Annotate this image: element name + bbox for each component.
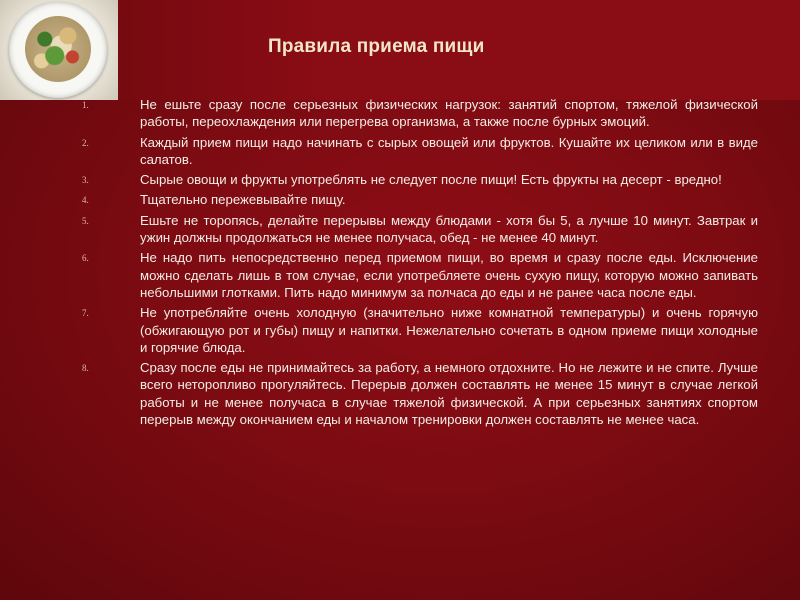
item-text: Ешьте не торопясь, делайте перерывы между блюдами - хотя бы 5, а лучше 10 минут. Завтрак и ужин должны продолжаться не менее получаса, обед - не менее 40 минут. <box>140 212 758 246</box>
plate-icon <box>9 2 107 98</box>
item-number: 7. <box>82 308 89 319</box>
list-item <box>82 191 758 208</box>
list-item <box>82 249 758 301</box>
item-number: 2. <box>82 137 89 148</box>
list-item <box>82 212 758 247</box>
item-text: Не ешьте сразу после серьезных физических нагрузок: занятий спортом, тяжелой физической работы, переохлаждения или перегрева организма, а также после бурных эмоций. <box>140 97 758 130</box>
item-number: 4. <box>82 195 89 206</box>
list-item <box>82 304 758 356</box>
list-item <box>82 171 758 188</box>
item-text: Каждый прием пищи надо начинать с сырых овощей или фруктов. Кушайте их целиком или в виде салатов. <box>140 134 758 167</box>
salad-icon <box>25 16 91 82</box>
item-text: Не надо пить непосредственно перед приемом пищи, во время и сразу после еды. Исключение можно сделать лишь в том случае, если употребляете очень сухую пищу, которую можно запивать небольшими глотками. Пить надо минимум за полчаса до еды и не ранее часа после еды. <box>140 250 758 300</box>
item-number: 5. <box>82 215 89 226</box>
item-number: 1. <box>82 100 89 110</box>
item-text: Сразу после еды не принимайтесь за работу, а немного отдохните. Но не лежите и не спите. Лучше всего неторопливо прогуляйтесь. Перерыв должен составлять не менее 15 минут в случае легкой работы и не менее получаса в случае тяжелой физической. А при серьезных занятиях спортом перерыв между окончанием еды и началом тренировки должен составлять не менее часа. <box>140 360 758 428</box>
list-item <box>82 359 758 428</box>
item-text: Тщательно пережевывайте пищу. <box>140 192 346 208</box>
list-item <box>82 134 758 169</box>
item-text: Сырые овощи и фрукты употреблять не следует после пищи! Есть фрукты на десерт - вредно! <box>140 172 722 188</box>
item-number: 8. <box>82 363 89 374</box>
item-number: 3. <box>82 175 89 186</box>
slide-title: Правила приема пищи <box>268 36 485 57</box>
rules-list <box>82 96 758 431</box>
item-number: 6. <box>82 253 89 264</box>
item-text: Не употребляйте очень холодную (значительно ниже комнатной температуры) и очень горячую (обжигающую рот и губы) пищу и напитки. Нежелательно сочетать в одном приеме пищи холодные и горячие блюда. <box>140 305 758 355</box>
salad-photo <box>0 0 118 100</box>
list-item <box>82 96 758 131</box>
